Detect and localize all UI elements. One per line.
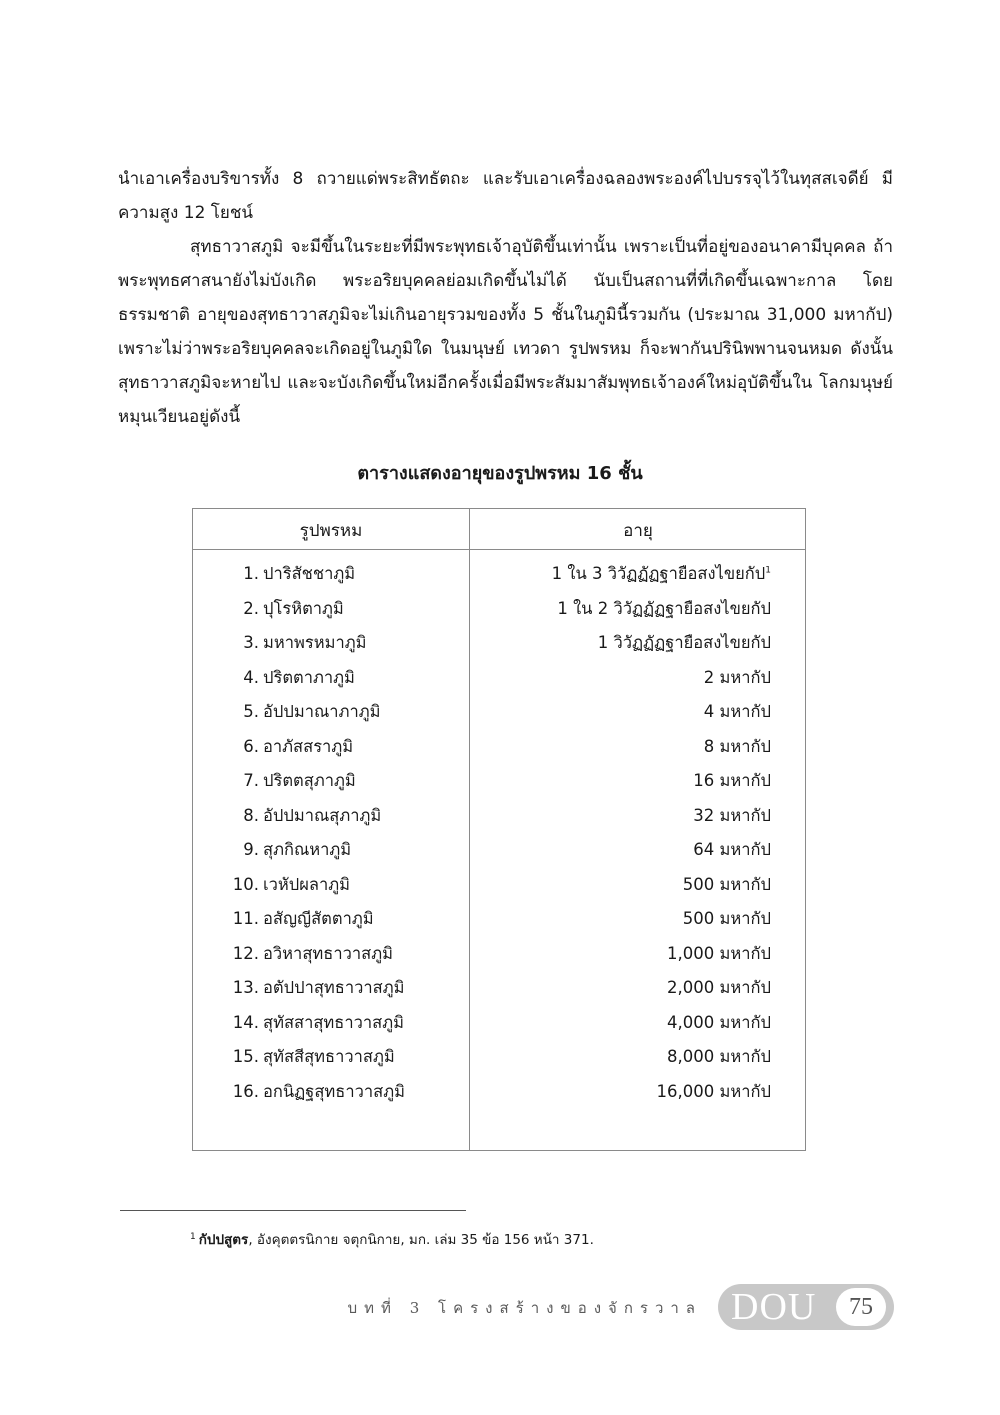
page-badge [718,1284,894,1330]
row-number: 3. [243,633,259,652]
table-row [193,695,805,730]
footnote [190,1228,594,1250]
table-row [193,1075,805,1110]
row-name: อัปปมาณสุภาภูมิ [263,805,382,825]
row-age [493,626,771,661]
row-name: เวหัปผลาภูมิ [263,874,351,894]
table-title: ตารางแสดงอายุของรูปพรหม 16 ชั้น [357,463,643,484]
row-number: 9. [243,840,259,859]
row-name: อวิหาสุทธาวาสภูมิ [263,943,393,963]
row-age [493,937,771,972]
row-number: 10. [232,874,259,894]
row-age [493,661,771,696]
row-age-text: 1,000 มหากัป [667,943,771,963]
row-name: อกนิฏฐสุทธาวาสภูมิ [263,1081,405,1101]
row-age [493,902,771,937]
header-divider [193,549,805,550]
table-row [193,902,805,937]
table-row [193,868,805,903]
row-name: สุทัสสาสุทธาวาสภูมิ [263,1012,404,1032]
row-number: 5. [243,702,259,721]
row-number: 11. [232,909,259,928]
table-row [193,592,805,627]
row-age-text: 1 วิวัฏฏัฏฐายือสงไขยกัป [597,633,771,652]
row-number: 12. [232,943,259,963]
row-age [493,592,771,627]
row-age-text: 1 ใน 3 วิวัฏฏัฏฐายือสงไขยกัป [551,564,766,583]
header-name: รูปพรหม [299,521,363,541]
row-name: มหาพรหมาภูมิ [263,633,367,652]
row-age-text: 1 ใน 2 วิวัฏฏัฏฐายือสงไขยกัป [557,598,771,618]
age-table [192,508,806,1151]
row-age [493,730,771,765]
row-number: 1. [243,564,259,583]
row-age-text: 2,000 มหากัป [667,978,771,997]
table-row [193,833,805,868]
table-row [193,764,805,799]
row-number: 2. [243,598,259,618]
row-age [493,557,771,592]
row-age-text: 16,000 มหากัป [656,1081,771,1101]
table-rows [193,557,805,1109]
row-name: อตัปปาสุทธาวาสภูมิ [263,978,405,997]
row-name: อสัญญีสัตตาภูมิ [263,909,374,928]
row-age [493,1040,771,1075]
row-age-text: 500 มหากัป [682,909,771,928]
row-name: สุภกิณหาภูมิ [263,840,352,859]
row-name: ปริตตสุภาภูมิ [263,771,356,790]
row-name: ปุโรหิตาภูมิ [263,598,344,618]
row-age-text: 8,000 มหากัป [667,1047,771,1066]
row-age [493,695,771,730]
row-age [493,971,771,1006]
chapter-title: บทที่ 3 โครงสร้างของจักรวาล [347,1299,702,1317]
paragraph-1: นำเอาเครื่องบริขารทั้ง 8 ถวายแด่พระสิทธัตถะ และรับเอาเครื่องฉลองพระองค์ไปบรรจุไว้ในทุสสเจดีย์ มีความสูง 12 โยชน์ [118,169,893,223]
page-number: 75 [836,1288,886,1326]
table-row [193,557,805,592]
row-age-text: 64 มหากัป [693,840,771,859]
row-age [493,868,771,903]
table-row [193,1040,805,1075]
footnote-source-title: กัปปสูตร [198,1232,249,1248]
row-age-text: 16 มหากัป [693,771,771,790]
row-age-text: 500 มหากัป [682,874,771,894]
row-age [493,1006,771,1041]
row-number: 16. [232,1081,259,1101]
row-number: 6. [243,736,259,756]
body-text [118,162,893,434]
row-number: 4. [243,667,259,687]
row-name: สุทัสสีสุทธาวาสภูมิ [263,1047,395,1066]
row-name: อาภัสสราภูมิ [263,736,354,756]
footnote-ref: 1 [765,565,771,576]
table-row [193,626,805,661]
row-age [493,764,771,799]
row-age [493,799,771,834]
row-number: 15. [232,1047,259,1066]
table-row [193,661,805,696]
footnote-mark: 1 [190,1231,196,1242]
row-number: 14. [232,1012,259,1032]
header-age: อายุ [623,521,653,541]
row-age-text: 4 มหากัป [703,702,771,721]
table-row [193,937,805,972]
table-row [193,1006,805,1041]
table-row [193,730,805,765]
row-age-text: 2 มหากัป [703,667,771,687]
row-name: ปาริสัชชาภูมิ [263,564,356,583]
footnote-divider [120,1210,466,1211]
row-number: 7. [243,771,259,790]
paragraph-2: สุทธาวาสภูมิ จะมีขึ้นในระยะที่มีพระพุทธเจ้าอุบัติขึ้นเท่านั้น เพราะเป็นที่อยู่ของอนาคามีบุคคล ถ้าพระพุทธศาสนายังไม่บังเกิด พระอริยบุคคลย่อมเกิดขึ้นไม่ได้ นับเป็นสถานที่ที่เกิดขึ้นเฉพาะกาล โดยธรรมชาติ อายุของสุทธาวาสภูมิจะไม่เกินอายุรวมของทั้ง 5 ชั้นในภูมินี้รวมกัน (ประมาณ 31,000 มหากัป) เพราะไม่ว่าพระอริยบุคคลจะเกิดอยู่ในภูมิใด ในมนุษย์ เทวดา รูปพรหม ก็จะพากันปรินิพพานจนหมด ดังนั้นสุทธาวาสภูมิจะหายไป และจะบังเกิดขึ้นใหม่อีกครั้งเมื่อมีพระสัมมาสัมพุทธเจ้าองค์ใหม่อุบัติขึ้นใน โลกมนุษย์ หมุนเวียนอยู่ดังนี้ [118,237,893,427]
row-age-text: 4,000 มหากัป [667,1012,771,1032]
brand-logo: DOU [731,1286,817,1328]
row-number: 13. [232,978,259,997]
table-row [193,799,805,834]
row-name: อัปปมาณาภาภูมิ [263,702,381,721]
row-age [493,833,771,868]
row-age-text: 8 มหากัป [703,736,771,756]
footnote-source-rest: , อังคุตตรนิกาย จตุกนิกาย, มก. เล่ม 35 ข้อ 156 หน้า 371. [248,1232,594,1248]
row-age [493,1075,771,1110]
row-number: 8. [243,805,259,825]
table-row [193,971,805,1006]
row-name: ปริตตาภาภูมิ [263,667,355,687]
row-age-text: 32 มหากัป [693,805,771,825]
